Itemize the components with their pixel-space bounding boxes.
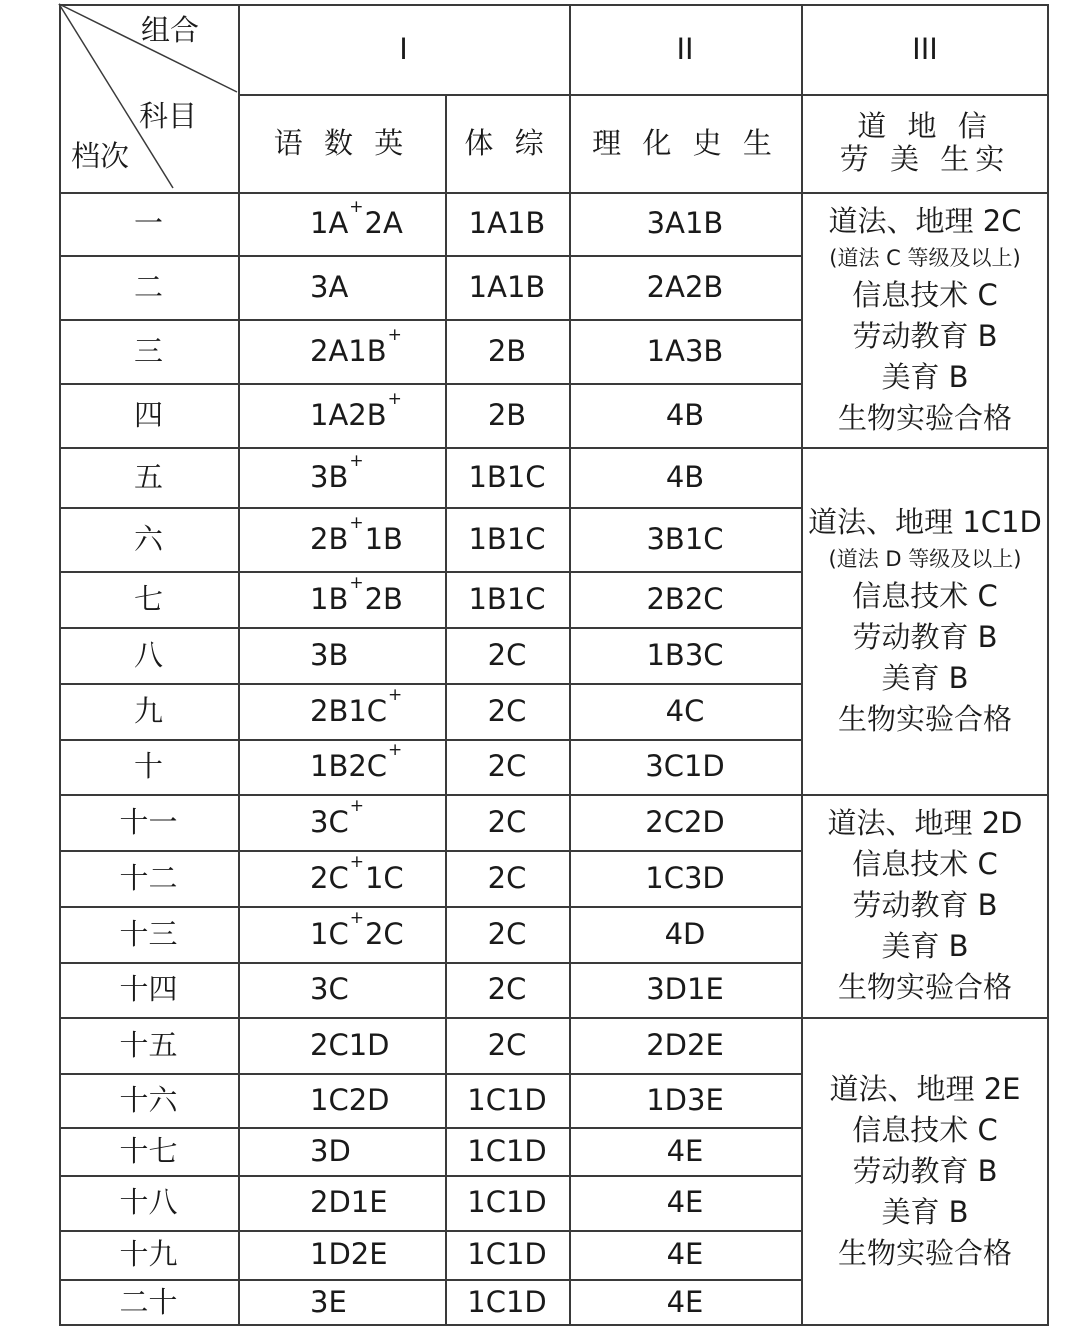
grade-level-cell xyxy=(59,192,238,255)
yse-score-cell xyxy=(238,906,445,962)
yse-score-cell xyxy=(238,447,445,507)
column-header-others-line: 劳 美 生实 xyxy=(839,142,1011,176)
lhss-score-cell xyxy=(569,794,801,850)
lhss-score-text: 3D1E xyxy=(646,972,724,1006)
requirement-line: 生物实验合格 xyxy=(837,1236,1012,1270)
lhss-score-text: 3C1D xyxy=(645,749,725,783)
tz-score-cell xyxy=(445,255,569,319)
lhss-score-cell xyxy=(569,1017,801,1073)
lhss-score-text: 3B1C xyxy=(646,521,724,556)
yse-score-cell xyxy=(238,571,445,627)
grade-level-label: 十七 xyxy=(119,1133,178,1168)
plus-superscript: + xyxy=(349,450,364,471)
yse-score-text: 2C1D xyxy=(310,1027,390,1062)
tz-score-text: 1C1D xyxy=(467,1185,547,1219)
lhss-score-text: 1A3B xyxy=(646,333,724,368)
tz-score-cell xyxy=(445,383,569,447)
grade-level-label: 十九 xyxy=(119,1237,178,1271)
plus-superscript: + xyxy=(349,851,364,872)
lhss-score-cell xyxy=(569,1230,801,1279)
lhss-score-text: 4D xyxy=(664,916,706,951)
requirement-line: 信息技术 C xyxy=(852,277,998,312)
requirement-note: (道法 D 等级及以上) xyxy=(828,546,1022,571)
tz-score-text: 2B xyxy=(487,333,527,368)
tz-score-cell xyxy=(445,1230,569,1279)
lhss-score-cell xyxy=(569,739,801,794)
tz-score-cell xyxy=(445,571,569,627)
tz-score-cell xyxy=(445,507,569,571)
yse-score-text: 1B xyxy=(310,581,349,616)
yse-score-text: 1A xyxy=(310,206,349,240)
lhss-score-cell xyxy=(569,507,801,571)
yse-score-text: 2C xyxy=(364,916,404,951)
tz-score-cell xyxy=(445,627,569,683)
column-header-others-line: 道 地 信 xyxy=(857,109,993,143)
yse-score-cell xyxy=(238,192,445,255)
yse-score-text: 1D2E xyxy=(310,1237,388,1271)
requirement-line: 信息技术 C xyxy=(852,1113,998,1147)
lhss-score-cell xyxy=(569,683,801,739)
requirement-line: 劳动教育 B xyxy=(852,1154,998,1188)
column-header-yse xyxy=(238,94,445,192)
tz-score-text: 1C1D xyxy=(467,1082,547,1117)
lhss-score-text: 4E xyxy=(666,1133,704,1168)
requirement-line: 信息技术 C xyxy=(852,578,998,613)
grade-level-label: 十一 xyxy=(119,804,178,839)
requirement-line: 生物实验合格 xyxy=(837,970,1012,1004)
column-header-tz xyxy=(445,94,569,192)
yse-score-text: 1B2C xyxy=(310,749,388,783)
grade-level-label: 十 xyxy=(133,749,163,783)
yse-score-cell xyxy=(238,794,445,850)
yse-score-text: 1A2B xyxy=(310,397,387,432)
tz-score-text: 2C xyxy=(487,749,527,783)
tz-score-cell xyxy=(445,192,569,255)
yse-score-text: 2A xyxy=(364,206,403,240)
yse-score-text: 2B1C xyxy=(310,693,388,728)
tz-score-cell xyxy=(445,1127,569,1175)
tz-score-cell xyxy=(445,1175,569,1230)
yse-score-text: 1C2D xyxy=(310,1082,390,1117)
tz-score-text: 2C xyxy=(487,693,527,728)
lhss-score-cell xyxy=(569,1279,801,1326)
yse-score-text: 3B xyxy=(310,637,349,672)
yse-score-text: 3E xyxy=(310,1285,347,1319)
plus-superscript: + xyxy=(349,197,364,217)
tz-score-text: 1C1D xyxy=(467,1237,547,1271)
plus-superscript: + xyxy=(388,684,403,705)
grade-level-label: 七 xyxy=(133,581,163,616)
tz-score-text: 2C xyxy=(487,916,527,951)
grade-level-label: 六 xyxy=(133,521,163,556)
yse-score-cell xyxy=(238,319,445,383)
yse-score-cell xyxy=(238,383,445,447)
tz-score-cell xyxy=(445,1073,569,1127)
lhss-score-cell xyxy=(569,447,801,507)
grade-level-label: 十八 xyxy=(119,1185,178,1219)
group-header-label: I xyxy=(399,31,408,66)
yse-score-cell xyxy=(238,1017,445,1073)
tz-score-text: 2B xyxy=(487,397,527,432)
requirement-line: 劳动教育 B xyxy=(852,318,998,353)
yse-score-text: 2A1B xyxy=(310,333,387,368)
lhss-score-cell xyxy=(569,192,801,255)
tz-score-text: 1C1D xyxy=(467,1285,547,1319)
lhss-score-text: 3A1B xyxy=(646,206,724,240)
grade-level-cell xyxy=(59,794,238,850)
lhss-score-cell xyxy=(569,1175,801,1230)
requirement-line: 生物实验合格 xyxy=(837,400,1012,435)
yse-score-text: 2C xyxy=(310,860,349,895)
lhss-score-cell xyxy=(569,962,801,1017)
grade-level-label: 四 xyxy=(133,397,163,432)
requirement-line: 道法、地理 2C xyxy=(828,203,1022,238)
yse-score-cell xyxy=(238,1127,445,1175)
tz-score-cell xyxy=(445,739,569,794)
grade-level-cell xyxy=(59,1230,238,1279)
column-header-label: 语 数 英 xyxy=(273,125,410,160)
column-header-label: 体 综 xyxy=(464,125,550,160)
grade-level-cell xyxy=(59,850,238,906)
lhss-score-text: 1B3C xyxy=(646,637,724,672)
tz-score-text: 1B1C xyxy=(468,459,546,494)
plus-superscript: + xyxy=(349,907,364,928)
yse-score-cell xyxy=(238,850,445,906)
grade-level-label: 十六 xyxy=(119,1082,178,1117)
grade-level-label: 九 xyxy=(133,693,163,728)
requirement-cell-2 xyxy=(801,447,1049,794)
grade-level-cell xyxy=(59,571,238,627)
yse-score-cell xyxy=(238,1073,445,1127)
plus-superscript: + xyxy=(388,740,403,760)
plus-superscript: + xyxy=(387,388,402,409)
requirement-line: 道法、地理 1C1D xyxy=(808,504,1042,539)
lhss-score-cell xyxy=(569,627,801,683)
grade-level-cell xyxy=(59,739,238,794)
grade-level-label: 一 xyxy=(133,206,163,240)
yse-score-cell xyxy=(238,1279,445,1326)
grade-level-cell xyxy=(59,1175,238,1230)
tz-score-text: 2C xyxy=(487,804,527,839)
group-header-2 xyxy=(569,4,801,94)
requirement-cell-4 xyxy=(801,1017,1049,1326)
lhss-score-cell xyxy=(569,383,801,447)
grade-level-label: 十四 xyxy=(119,972,178,1006)
yse-score-text: 3C xyxy=(310,972,349,1006)
grade-level-cell xyxy=(59,962,238,1017)
lhss-score-text: 4E xyxy=(666,1185,704,1219)
tz-score-cell xyxy=(445,962,569,1017)
yse-score-cell xyxy=(238,962,445,1017)
column-header-others xyxy=(801,94,1049,192)
requirement-line: 劳动教育 B xyxy=(852,619,998,654)
grade-level-cell xyxy=(59,1073,238,1127)
yse-score-cell xyxy=(238,507,445,571)
group-header-label: II xyxy=(676,31,694,66)
header-corner-combo: 组合 xyxy=(141,13,200,47)
lhss-score-cell xyxy=(569,1073,801,1127)
yse-score-text: 3B xyxy=(310,459,349,494)
yse-score-text: 1B xyxy=(364,521,403,556)
header-corner-grade: 档次 xyxy=(71,139,130,173)
tz-score-text: 2C xyxy=(487,1027,527,1062)
lhss-score-text: 1C3D xyxy=(645,860,725,895)
yse-score-text: 2B xyxy=(364,581,403,616)
grade-level-label: 二 xyxy=(133,269,163,304)
tz-score-text: 2C xyxy=(487,972,527,1006)
tz-score-cell xyxy=(445,1017,569,1073)
grade-level-cell xyxy=(59,319,238,383)
grade-level-cell xyxy=(59,383,238,447)
yse-score-text: 2B xyxy=(310,521,349,556)
requirement-line: 美育 B xyxy=(881,359,969,394)
grade-level-cell xyxy=(59,683,238,739)
yse-score-cell xyxy=(238,683,445,739)
lhss-score-cell xyxy=(569,1127,801,1175)
tz-score-cell xyxy=(445,447,569,507)
grade-level-cell xyxy=(59,1127,238,1175)
tz-score-cell xyxy=(445,794,569,850)
header-corner-subject: 科目 xyxy=(139,99,198,133)
group-header-1 xyxy=(238,4,569,94)
requirement-line: 生物实验合格 xyxy=(837,701,1012,736)
requirement-line: 信息技术 C xyxy=(852,847,998,881)
lhss-score-text: 4E xyxy=(666,1285,704,1319)
yse-score-cell xyxy=(238,1230,445,1279)
tz-score-cell xyxy=(445,850,569,906)
yse-score-cell xyxy=(238,1175,445,1230)
grade-level-label: 五 xyxy=(133,459,163,494)
grade-level-label: 二十 xyxy=(119,1285,178,1319)
tz-score-text: 2C xyxy=(487,637,527,672)
yse-score-text: 2D1E xyxy=(310,1185,388,1219)
requirement-line: 劳动教育 B xyxy=(852,888,998,922)
lhss-score-text: 2C2D xyxy=(645,804,725,839)
lhss-score-text: 2D2E xyxy=(646,1027,724,1062)
lhss-score-cell xyxy=(569,255,801,319)
lhss-score-cell xyxy=(569,571,801,627)
lhss-score-text: 1D3E xyxy=(646,1082,724,1117)
tz-score-text: 1C1D xyxy=(467,1133,547,1168)
column-header-lhss xyxy=(569,94,801,192)
grade-level-cell xyxy=(59,1017,238,1073)
tz-score-text: 1A1B xyxy=(468,206,546,240)
tz-score-cell xyxy=(445,906,569,962)
lhss-score-text: 4B xyxy=(665,459,705,494)
group-header-3 xyxy=(801,4,1049,94)
plus-superscript: + xyxy=(349,795,364,816)
grade-level-cell xyxy=(59,255,238,319)
yse-score-text: 1C xyxy=(310,916,349,951)
tz-score-text: 1B1C xyxy=(468,521,546,556)
grade-level-label: 十二 xyxy=(119,860,178,895)
column-header-label: 理 化 史 生 xyxy=(592,125,778,160)
yse-score-text: 3C xyxy=(310,804,349,839)
lhss-score-cell xyxy=(569,319,801,383)
requirement-line: 美育 B xyxy=(881,929,969,963)
grade-level-cell xyxy=(59,1279,238,1326)
requirement-line: 美育 B xyxy=(881,660,969,695)
grade-level-cell xyxy=(59,627,238,683)
lhss-score-text: 4C xyxy=(665,693,705,728)
grade-level-cell xyxy=(59,447,238,507)
requirement-line: 道法、地理 2E xyxy=(829,1072,1021,1106)
yse-score-text: 3D xyxy=(310,1133,351,1168)
grade-level-label: 三 xyxy=(133,333,163,368)
grade-level-label: 八 xyxy=(133,637,163,672)
grade-level-label: 十五 xyxy=(119,1027,178,1062)
requirement-cell-3 xyxy=(801,794,1049,1017)
tz-score-text: 2C xyxy=(487,860,527,895)
lhss-score-text: 2A2B xyxy=(646,269,724,304)
yse-score-cell xyxy=(238,739,445,794)
tz-score-text: 1A1B xyxy=(468,269,546,304)
requirement-note: (道法 C 等级及以上) xyxy=(829,245,1021,270)
tz-score-text: 1B1C xyxy=(468,581,546,616)
yse-score-cell xyxy=(238,255,445,319)
lhss-score-text: 2B2C xyxy=(646,581,724,616)
lhss-score-cell xyxy=(569,850,801,906)
plus-superscript: + xyxy=(387,324,402,345)
yse-score-text: 1C xyxy=(364,860,404,895)
lhss-score-text: 4B xyxy=(665,397,705,432)
requirement-line: 美育 B xyxy=(881,1195,969,1229)
lhss-score-text: 4E xyxy=(666,1237,704,1271)
tz-score-cell xyxy=(445,1279,569,1326)
plus-superscript: + xyxy=(349,512,364,533)
grade-level-cell xyxy=(59,906,238,962)
group-header-label: III xyxy=(912,31,938,66)
grade-level-cell xyxy=(59,507,238,571)
yse-score-text: 3A xyxy=(310,269,349,304)
tz-score-cell xyxy=(445,319,569,383)
requirement-line: 道法、地理 2D xyxy=(827,806,1023,840)
requirement-cell-1 xyxy=(801,192,1049,447)
tz-score-cell xyxy=(445,683,569,739)
plus-superscript: + xyxy=(349,572,364,593)
grade-level-label: 十三 xyxy=(119,916,178,951)
yse-score-cell xyxy=(238,627,445,683)
grade-table xyxy=(59,4,1049,1326)
lhss-score-cell xyxy=(569,906,801,962)
